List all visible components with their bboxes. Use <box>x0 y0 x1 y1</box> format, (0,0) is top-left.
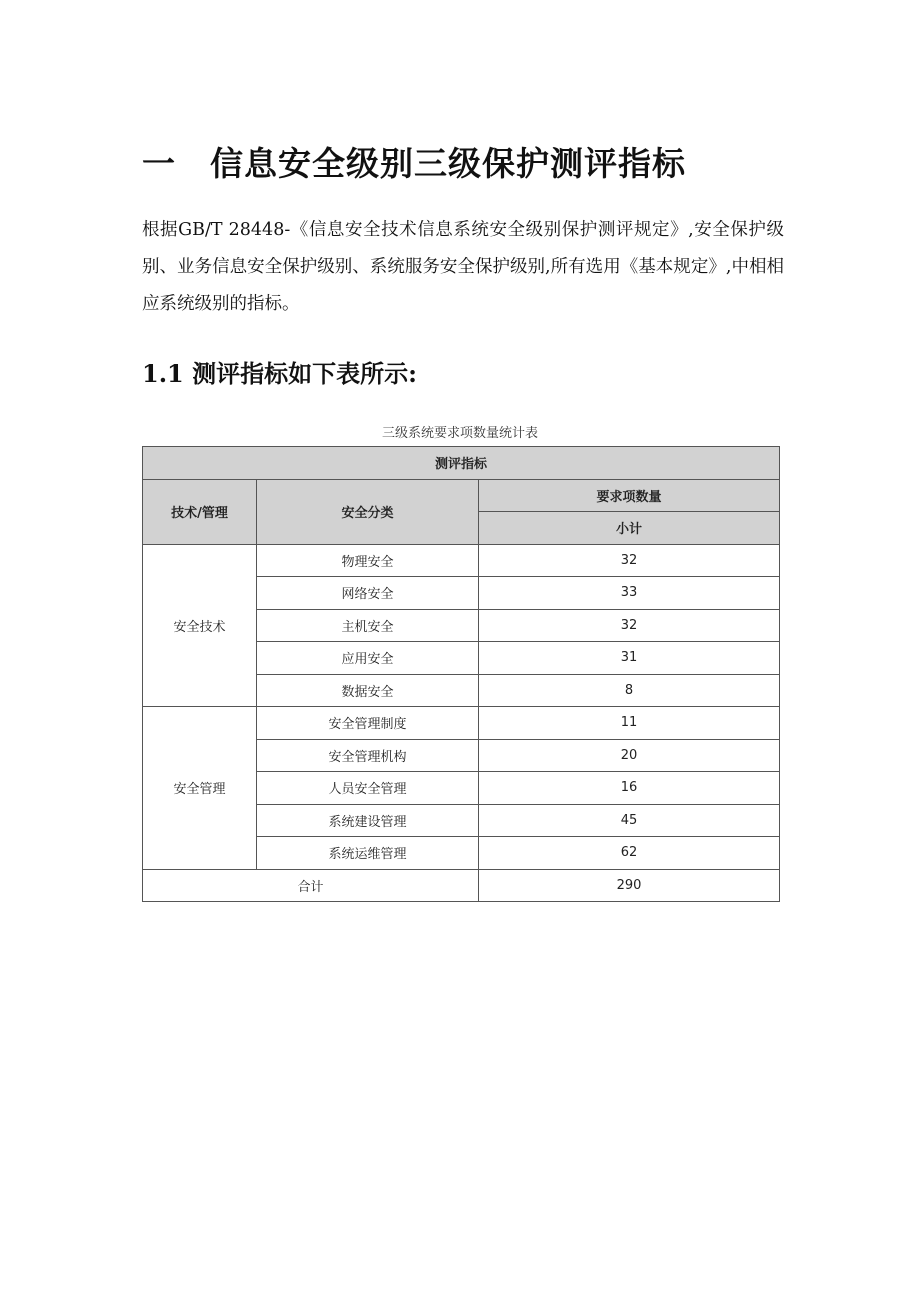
category-cell: 安全管理机构 <box>257 739 479 772</box>
total-label: 合计 <box>143 869 479 902</box>
category-cell: 数据安全 <box>257 674 479 707</box>
header-tech-mgmt: 技术/管理 <box>143 479 257 544</box>
table-row <box>143 707 780 740</box>
count-cell: 62 <box>479 837 780 870</box>
total-row <box>143 869 780 902</box>
count-cell: 32 <box>479 544 780 577</box>
table-title-row <box>143 447 780 480</box>
header-title-cell: 测评指标 <box>143 447 780 480</box>
total-value: 290 <box>479 869 780 902</box>
count-cell: 11 <box>479 707 780 740</box>
count-cell: 31 <box>479 642 780 675</box>
category-cell: 物理安全 <box>257 544 479 577</box>
table-caption: 三级系统要求项数量统计表 <box>381 426 538 441</box>
count-cell: 8 <box>479 674 780 707</box>
category-cell: 系统建设管理 <box>257 804 479 837</box>
table-row <box>143 544 780 577</box>
category-cell: 应用安全 <box>257 642 479 675</box>
header-subtotal: 小计 <box>479 512 780 545</box>
page-title <box>142 138 842 185</box>
category-cell: 网络安全 <box>257 577 479 610</box>
category-cell: 系统运维管理 <box>257 837 479 870</box>
title-text: 信息安全级别三级保护测评指标 <box>210 144 686 183</box>
count-cell: 20 <box>479 739 780 772</box>
count-cell: 33 <box>479 577 780 610</box>
header-requirement-count: 要求项数量 <box>479 479 780 512</box>
intro-paragraph: 根据GB/T 28448-《信息安全技术信息系统安全级别保护测评规定》,安全保护级别、业务信息安全保护级别、系统服务安全保护级别,所有选用《基本规定》,中相相应系统级别的指标。 <box>142 220 784 314</box>
count-cell: 16 <box>479 772 780 805</box>
header-category: 安全分类 <box>257 479 479 544</box>
category-cell: 人员安全管理 <box>257 772 479 805</box>
group-cell-tech: 安全技术 <box>143 544 257 707</box>
requirements-table <box>142 446 780 902</box>
header-row <box>143 479 780 512</box>
category-cell: 主机安全 <box>257 609 479 642</box>
count-cell: 45 <box>479 804 780 837</box>
section-heading: 1.1 测评指标如下表所示: <box>142 359 417 388</box>
category-cell: 安全管理制度 <box>257 707 479 740</box>
count-cell: 32 <box>479 609 780 642</box>
title-number: 一 <box>142 144 176 183</box>
group-cell-mgmt: 安全管理 <box>143 707 257 870</box>
